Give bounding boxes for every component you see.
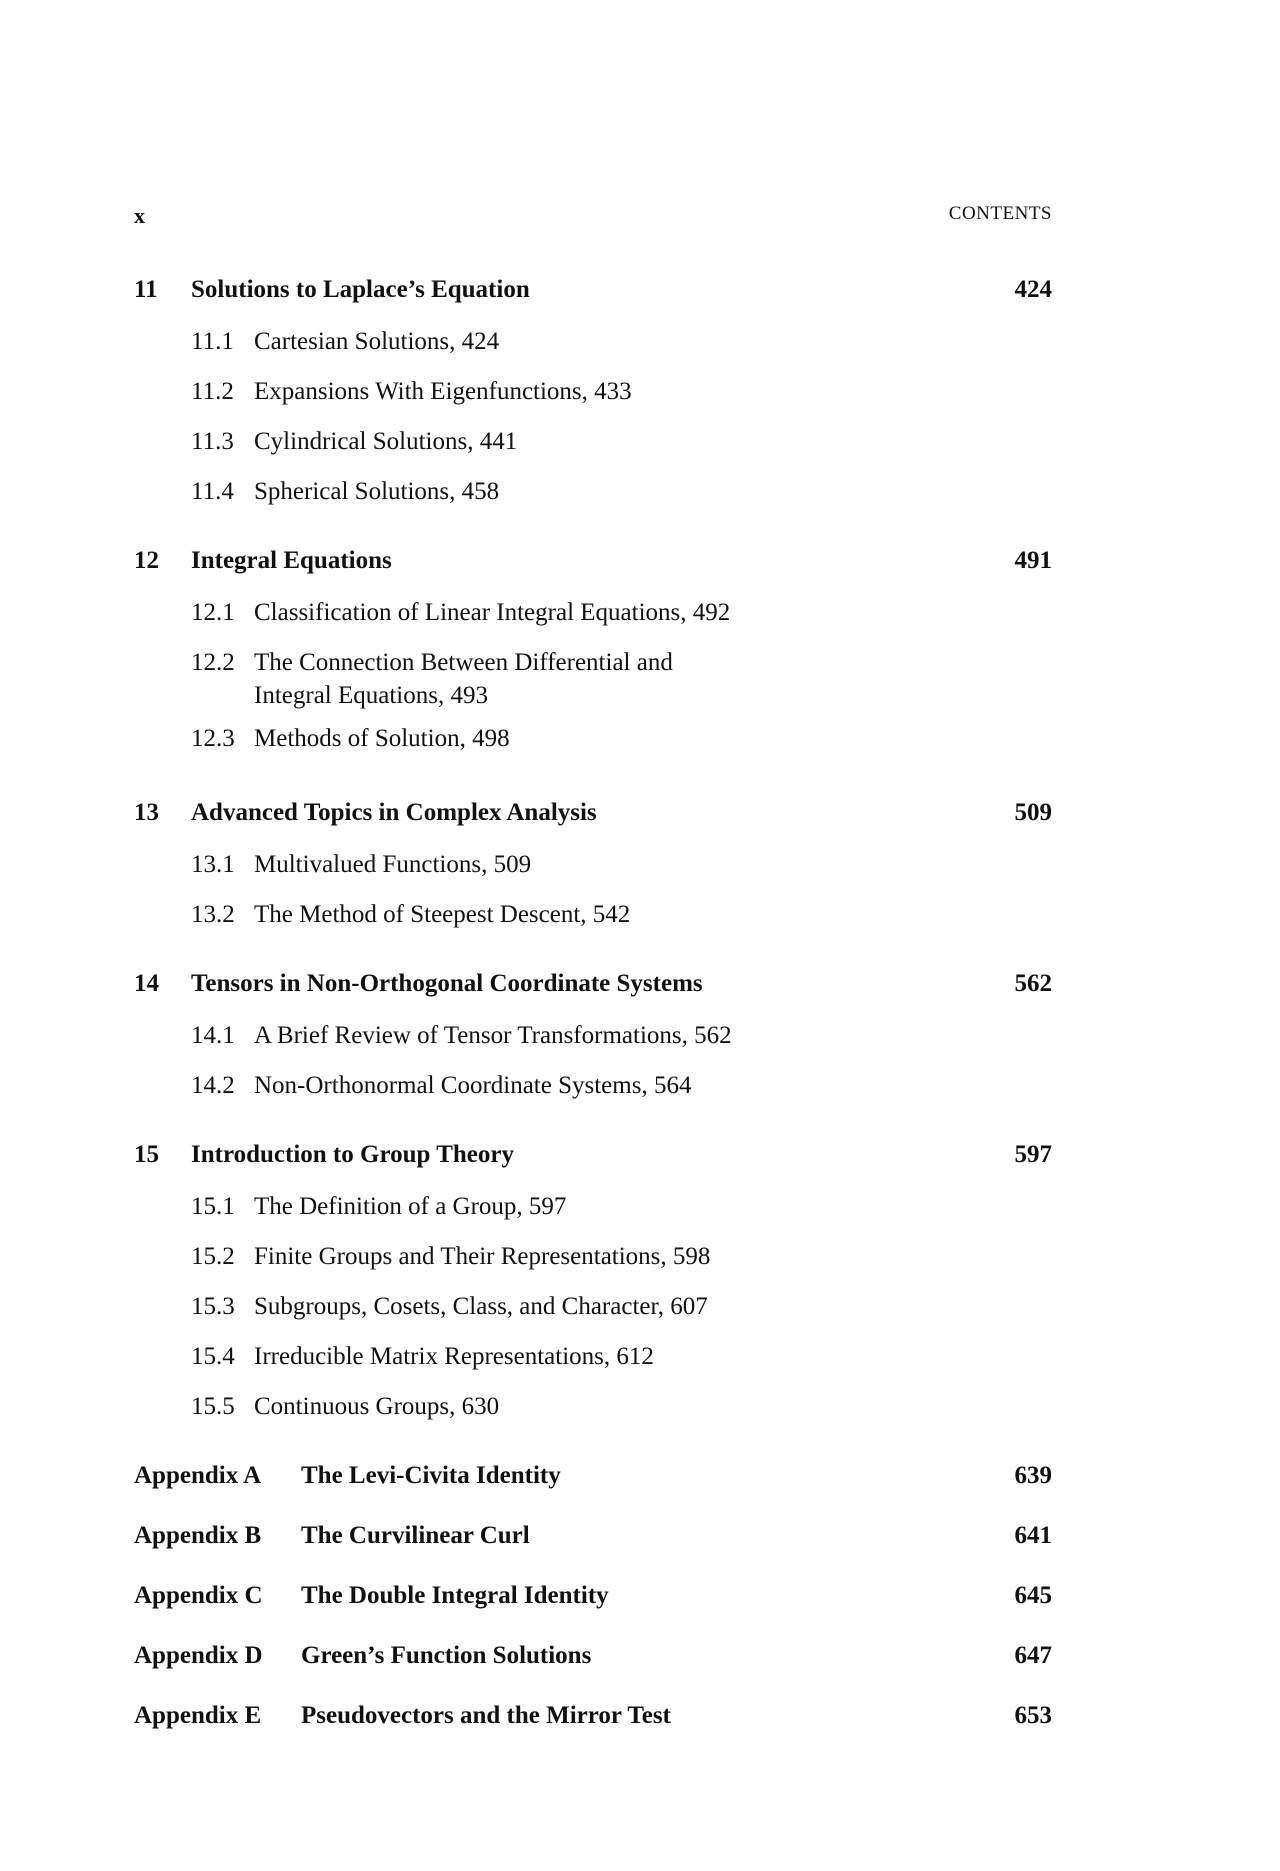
appendix-label: Appendix B	[134, 1522, 262, 1549]
chapter-title: Solutions to Laplace’s Equation	[191, 276, 530, 303]
section-title: The Definition of a Group, 597	[254, 1193, 567, 1220]
section-title: Non-Orthonormal Coordinate Systems, 564	[254, 1072, 692, 1099]
section-number: 11.4	[191, 478, 234, 505]
chapter-heading[interactable]	[134, 970, 1052, 1010]
section-number: 12.3	[191, 725, 235, 752]
chapter-heading[interactable]	[134, 799, 1052, 839]
section-number: 11.3	[191, 428, 234, 455]
chapter-page: 509	[1014, 799, 1052, 826]
chapter-number: 14	[134, 970, 159, 997]
section-title: Cylindrical Solutions, 441	[254, 428, 518, 455]
section-title: The Method of Steepest Descent, 542	[254, 901, 631, 928]
section-entry[interactable]	[134, 425, 1052, 465]
chapter-number: 11	[134, 276, 158, 303]
page-number: x	[134, 203, 145, 228]
chapter-15	[134, 1141, 1052, 1440]
section-entry[interactable]	[134, 722, 1052, 762]
appendix-title: The Double Integral Identity	[301, 1582, 609, 1609]
section-entry[interactable]	[134, 1240, 1052, 1280]
chapter-number: 12	[134, 547, 159, 574]
section-title: Spherical Solutions, 458	[254, 478, 500, 505]
section-entry[interactable]	[134, 596, 1052, 636]
section-entry[interactable]	[134, 375, 1052, 415]
section-number: 14.1	[191, 1022, 235, 1049]
section-number: 15.1	[191, 1193, 235, 1220]
chapter-title: Tensors in Non-Orthogonal Coordinate Systems	[191, 970, 703, 997]
appendix-title: Green’s Function Solutions	[301, 1642, 592, 1669]
chapter-title: Integral Equations	[191, 547, 392, 574]
appendix-d[interactable]	[134, 1642, 1052, 1682]
section-title: Classification of Linear Integral Equations, 492	[254, 599, 731, 626]
appendix-page: 647	[1014, 1642, 1052, 1669]
section-entry[interactable]	[134, 848, 1052, 888]
chapter-title: Introduction to Group Theory	[191, 1141, 514, 1168]
chapter-number: 15	[134, 1141, 159, 1168]
section-entry[interactable]	[134, 898, 1052, 938]
running-title: CONTENTS	[948, 203, 1052, 224]
section-entry[interactable]	[134, 1190, 1052, 1230]
chapter-page: 562	[1014, 970, 1052, 997]
section-title: A Brief Review of Tensor Transformations, 562	[254, 1022, 732, 1049]
appendix-b[interactable]	[134, 1522, 1052, 1562]
running-header	[134, 203, 1052, 233]
section-title: Continuous Groups, 630	[254, 1393, 500, 1420]
chapter-12	[134, 547, 1052, 772]
section-title: Irreducible Matrix Representations, 612	[254, 1343, 654, 1370]
section-title: Cartesian Solutions, 424	[254, 328, 500, 355]
section-entry[interactable]	[134, 1290, 1052, 1330]
section-title: Expansions With Eigenfunctions, 433	[254, 378, 632, 405]
section-title: Finite Groups and Their Representations, 598	[254, 1243, 711, 1270]
appendix-page: 641	[1014, 1522, 1052, 1549]
chapter-page: 597	[1014, 1141, 1052, 1168]
section-list	[134, 848, 1052, 938]
section-number: 13.1	[191, 851, 235, 878]
section-number: 11.1	[191, 328, 234, 355]
section-number: 15.2	[191, 1243, 235, 1270]
appendix-title: The Levi-Civita Identity	[301, 1462, 561, 1489]
chapter-heading[interactable]	[134, 1141, 1052, 1181]
section-title: Multivalued Functions, 509	[254, 851, 532, 878]
appendix-page: 653	[1014, 1702, 1052, 1729]
chapter-title: Advanced Topics in Complex Analysis	[191, 799, 597, 826]
section-list	[134, 1019, 1052, 1109]
chapter-page: 491	[1014, 547, 1052, 574]
appendix-label: Appendix E	[134, 1702, 262, 1729]
section-number: 15.3	[191, 1293, 235, 1320]
appendix-label: Appendix A	[134, 1462, 262, 1489]
section-list	[134, 325, 1052, 515]
section-entry[interactable]	[134, 1390, 1052, 1430]
appendix-title: Pseudovectors and the Mirror Test	[301, 1702, 671, 1729]
appendix-title: The Curvilinear Curl	[301, 1522, 530, 1549]
chapter-page: 424	[1014, 276, 1052, 303]
appendix-label: Appendix D	[134, 1642, 263, 1669]
section-entry[interactable]	[134, 1019, 1052, 1059]
section-title: The Connection Between Differential and Integral Equations, 493	[254, 649, 673, 709]
appendix-page: 645	[1014, 1582, 1052, 1609]
section-number: 15.5	[191, 1393, 235, 1420]
chapter-number: 13	[134, 799, 159, 826]
section-number: 11.2	[191, 378, 234, 405]
appendix-c[interactable]	[134, 1582, 1052, 1622]
appendix-e[interactable]	[134, 1702, 1052, 1742]
section-number: 15.4	[191, 1343, 235, 1370]
chapter-11	[134, 276, 1052, 525]
section-title: Methods of Solution, 498	[254, 725, 510, 752]
chapter-heading[interactable]	[134, 547, 1052, 587]
section-list	[134, 1190, 1052, 1430]
chapter-14	[134, 970, 1052, 1119]
chapter-13	[134, 799, 1052, 948]
section-entry[interactable]	[134, 646, 1052, 712]
section-entry[interactable]	[134, 1340, 1052, 1380]
section-number: 12.2	[191, 649, 235, 676]
chapter-heading[interactable]	[134, 276, 1052, 316]
section-number: 12.1	[191, 599, 235, 626]
section-entry[interactable]	[134, 1069, 1052, 1109]
section-entry[interactable]	[134, 325, 1052, 365]
section-number: 13.2	[191, 901, 235, 928]
appendix-page: 639	[1014, 1462, 1052, 1489]
section-number: 14.2	[191, 1072, 235, 1099]
section-entry[interactable]	[134, 475, 1052, 515]
appendix-a[interactable]	[134, 1462, 1052, 1502]
section-title: Subgroups, Cosets, Class, and Character, 607	[254, 1293, 708, 1320]
section-list	[134, 596, 1052, 762]
appendix-label: Appendix C	[134, 1582, 263, 1609]
